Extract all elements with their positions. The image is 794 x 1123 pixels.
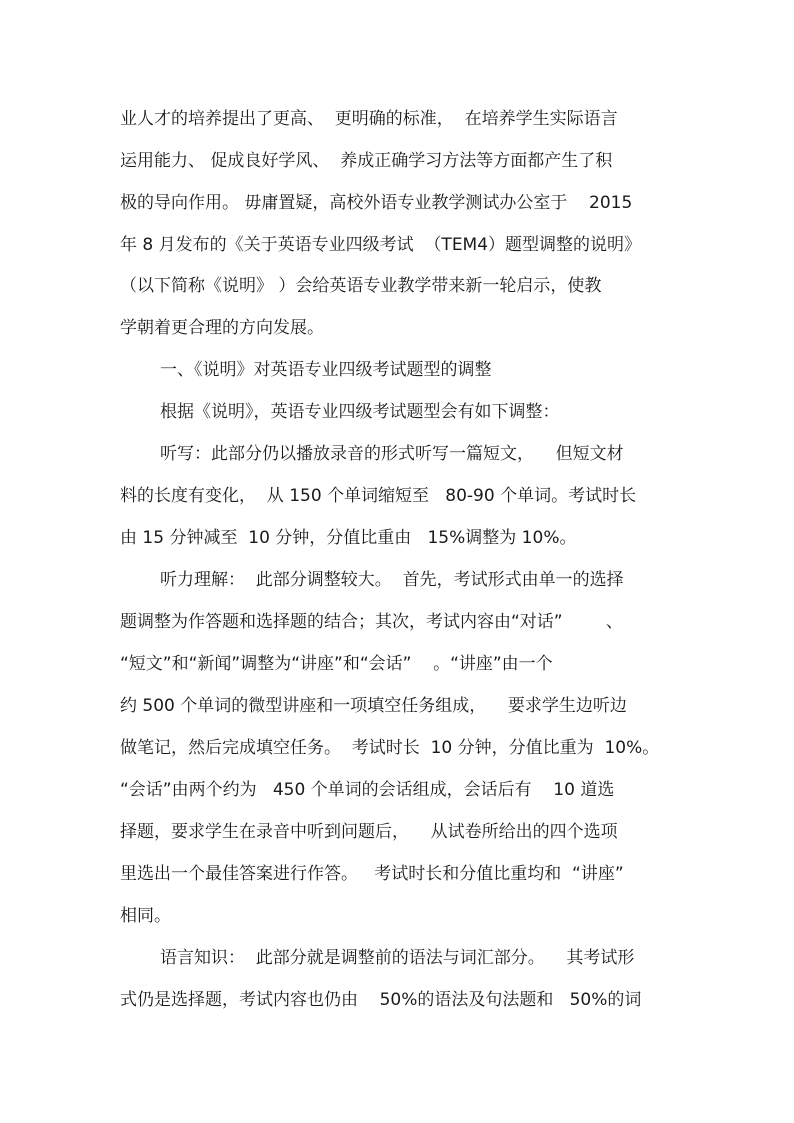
text-line: “短文”和“新闻”调整为“讲座”和“会话” 。“讲座”由一个: [120, 654, 553, 674]
text-line: 语言知识： 此部分就是调整前的语法与词汇部分。 其考试形: [160, 948, 635, 968]
text-line: 相同。: [120, 906, 171, 926]
text-line: 由 15 分钟减至 10 分钟，分值比重由 15%调整为 10%。: [120, 528, 577, 548]
text-line: 业人才的培养提出了更高、 更明确的标准， 在培养学生实际语言: [120, 109, 618, 129]
text-line: 里选出一个最佳答案进行作答。 考试时长和分值比重均和 “讲座”: [120, 864, 624, 884]
text-line: 年 8 月发布的《关于英语专业四级考试 （TEM4）题型调整的说明》: [120, 235, 642, 255]
text-line: 料的长度有变化， 从 150 个单词缩短至 80-90 个单词。考试时长: [120, 486, 637, 506]
text-line: 运用能力、 促成良好学风、 养成正确学习方法等方面都产生了积: [120, 151, 613, 171]
text-line: 听力理解： 此部分调整较大。 首先，考试形式由单一的选择: [160, 570, 624, 590]
text-line: “会话”由两个约为 450 个单词的会话组成，会话后有 10 道选: [120, 780, 615, 800]
text-line: 根据《说明》，英语专业四级考试题型会有如下调整：: [160, 402, 560, 422]
text-line: 式仍是选择题，考试内容也仍由 50%的语法及句法题和 50%的词: [120, 990, 642, 1010]
text-line: 听写：此部分仍以播放录音的形式听写一篇短文， 但短文材: [160, 444, 624, 464]
text-line: 做笔记，然后完成填空任务。 考试时长 10 分钟，分值比重为 10%。: [120, 738, 660, 758]
text-line: 极的导向作用。 毋庸置疑，高校外语专业教学测试办公室于 2015: [120, 193, 633, 213]
text-line: 题调整为作答题和选择题的结合；其次，考试内容由“对话” 、: [120, 612, 623, 632]
text-line: 约 500 个单词的微型讲座和一项填空任务组成， 要求学生边听边: [120, 696, 627, 716]
text-line: 择题，要求学生在录音中听到问题后， 从试卷所给出的四个选项: [120, 822, 618, 842]
section-heading: 一、《说明》对英语专业四级考试题型的调整: [160, 360, 492, 380]
text-line: （以下简称《说明》 ）会给英语专业教学带来新一轮启示，使教: [120, 276, 602, 296]
text-line: 学朝着更合理的方向发展。: [120, 318, 324, 338]
